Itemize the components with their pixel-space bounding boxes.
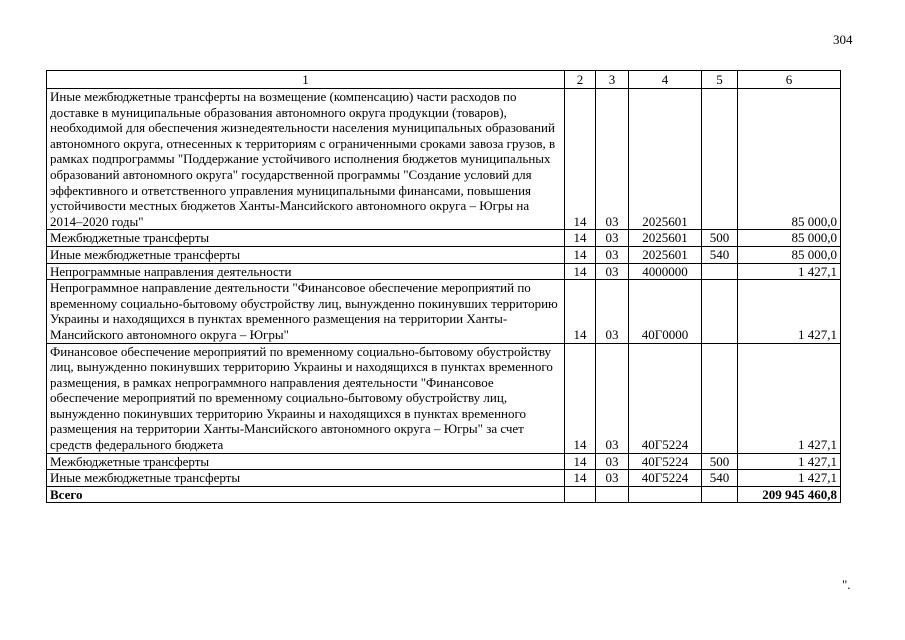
table-row <box>47 246 841 263</box>
row-amount: 1 427,1 <box>738 453 841 470</box>
header-col-5: 5 <box>702 71 738 89</box>
row-target-code: 4000000 <box>629 263 702 280</box>
row-expense-type <box>702 343 738 453</box>
row-amount: 85 000,0 <box>738 89 841 230</box>
row-target-code: 2025601 <box>629 230 702 247</box>
row-amount: 1 427,1 <box>738 343 841 453</box>
row-section: 14 <box>565 453 596 470</box>
total-empty-cell <box>702 486 738 503</box>
row-name: Иные межбюджетные трансферты <box>47 470 565 487</box>
row-amount: 85 000,0 <box>738 230 841 247</box>
total-label: Всего <box>47 486 565 503</box>
row-target-code: 40Г5224 <box>629 343 702 453</box>
row-expense-type: 540 <box>702 246 738 263</box>
row-amount: 1 427,1 <box>738 280 841 343</box>
row-section: 14 <box>565 263 596 280</box>
row-name: Непрограммные направления деятельности <box>47 263 565 280</box>
row-name: Иные межбюджетные трансферты <box>47 246 565 263</box>
row-subsection: 03 <box>596 263 629 280</box>
row-expense-type: 500 <box>702 453 738 470</box>
row-expense-type <box>702 280 738 343</box>
row-amount: 85 000,0 <box>738 246 841 263</box>
row-target-code: 2025601 <box>629 246 702 263</box>
row-expense-type <box>702 263 738 280</box>
row-subsection: 03 <box>596 453 629 470</box>
row-name: Межбюджетные трансферты <box>47 453 565 470</box>
row-target-code: 40Г5224 <box>629 453 702 470</box>
row-section: 14 <box>565 230 596 247</box>
row-name: Непрограммное направление деятельности "Финансовое обеспечение мероприятий по временному социально-бытовому обустройству лиц, вынужденно покинувших территорию Украины и находящихся в пунктах временного размещения на территории Ханты-Мансийского автономного округа – Югры" <box>47 280 565 343</box>
row-subsection: 03 <box>596 343 629 453</box>
row-section: 14 <box>565 246 596 263</box>
page-number: 304 <box>833 32 853 47</box>
row-section: 14 <box>565 470 596 487</box>
table-row <box>47 470 841 487</box>
table-row <box>47 280 841 343</box>
table-row <box>47 263 841 280</box>
table-row <box>47 453 841 470</box>
row-section: 14 <box>565 280 596 343</box>
table-row <box>47 343 841 453</box>
row-name: Межбюджетные трансферты <box>47 230 565 247</box>
header-col-4: 4 <box>629 71 702 89</box>
header-col-6: 6 <box>738 71 841 89</box>
row-name: Финансовое обеспечение мероприятий по временному социально-бытовому обустройству лиц, вынужденно покинувших территорию Украины и находящихся в пунктах временного размещения, в рамках непрограммного направления деятельности "Финансовое обеспечение мероприятий по временному социально-бытовому обустройству лиц, вынужденно покинувших территорию Украины и находящихся в пунктах временного размещения на территории Ханты-Мансийского автономного округа – Югры" за счет средств федерального бюджета <box>47 343 565 453</box>
row-name: Иные межбюджетные трансферты на возмещение (компенсацию) части расходов по доставке в муниципальные образования автономного округа продукции (товаров), необходимой для обеспечения жизнедеятельности населения муниципальных образований автономного округа, отнесенных к территориям с ограниченными сроками завоза грузов, в рамках подпрограммы "Поддержание устойчивого исполнения бюджетов муниципальных образований автономного округа" государственной программы "Создание условий для эффективного и ответственного управления муниципальными финансами, повышения устойчивости местных бюджетов Ханты-Мансийского автономного округа – Югры на 2014–2020 годы" <box>47 89 565 230</box>
row-section: 14 <box>565 89 596 230</box>
row-subsection: 03 <box>596 89 629 230</box>
row-expense-type <box>702 89 738 230</box>
row-subsection: 03 <box>596 246 629 263</box>
total-empty-cell <box>596 486 629 503</box>
total-amount: 209 945 460,8 <box>738 486 841 503</box>
total-empty-cell <box>565 486 596 503</box>
header-col-2: 2 <box>565 71 596 89</box>
row-target-code: 2025601 <box>629 89 702 230</box>
total-row <box>47 486 841 503</box>
budget-table <box>46 70 841 503</box>
row-target-code: 40Г0000 <box>629 280 702 343</box>
table-row <box>47 230 841 247</box>
row-section: 14 <box>565 343 596 453</box>
table-row <box>47 89 841 230</box>
row-expense-type: 500 <box>702 230 738 247</box>
row-target-code: 40Г5224 <box>629 470 702 487</box>
row-expense-type: 540 <box>702 470 738 487</box>
header-col-3: 3 <box>596 71 629 89</box>
table-header-row <box>47 71 841 89</box>
total-empty-cell <box>629 486 702 503</box>
row-subsection: 03 <box>596 280 629 343</box>
row-subsection: 03 <box>596 230 629 247</box>
row-amount: 1 427,1 <box>738 470 841 487</box>
row-subsection: 03 <box>596 470 629 487</box>
closing-quote-mark: ". <box>842 577 851 592</box>
header-col-1: 1 <box>47 71 565 89</box>
row-amount: 1 427,1 <box>738 263 841 280</box>
